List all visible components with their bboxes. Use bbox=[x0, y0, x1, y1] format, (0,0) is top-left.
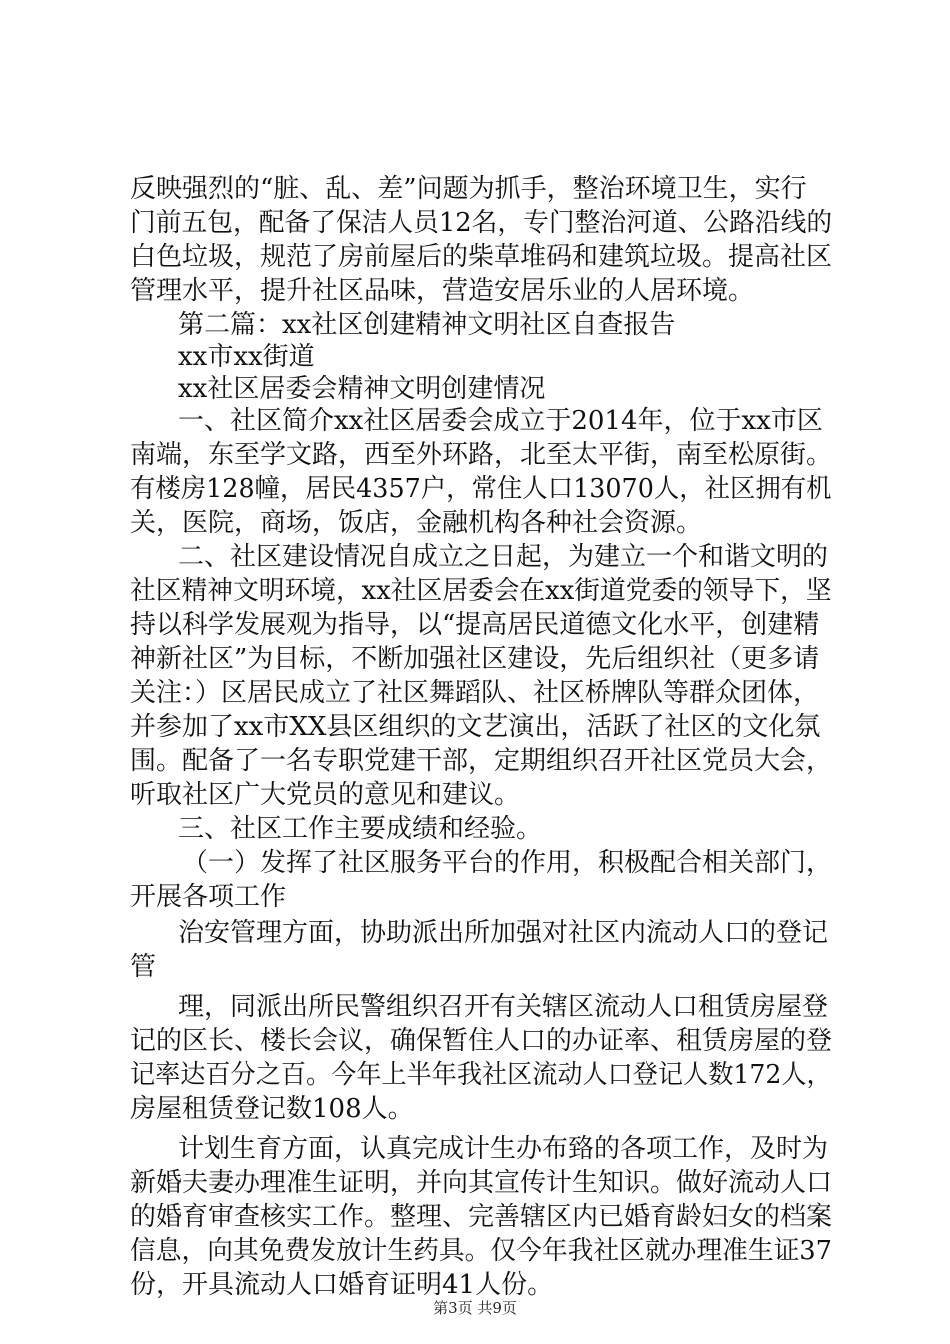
body-text-line: 治安管理方面，协助派出所加强对社区内流动人口的登记 bbox=[178, 918, 829, 948]
body-text-line: 管 bbox=[130, 952, 157, 982]
body-text-line: 门前五包，配备了保洁人员12名，专门整治河道、公路沿线的 bbox=[130, 208, 833, 238]
page-number-footer: 第3页 共9页 bbox=[433, 1299, 517, 1317]
body-text-line: 理，同派出所民警组织召开有关辖区流动人口租赁房屋登 bbox=[178, 992, 829, 1022]
body-text-line: 二、社区建设情况自成立之日起，为建立一个和谐文明的 bbox=[178, 542, 829, 572]
body-text-line: 的婚育审查核实工作。整理、完善辖区内已婚育龄妇女的档案 bbox=[130, 1202, 833, 1232]
subsection-heading: 开展各项工作 bbox=[130, 882, 287, 912]
body-text-line: 持以科学发展观为指导，以“提高居民道德文化水平，创建精 bbox=[130, 610, 820, 640]
body-text-line: 神新社区”为目标，不断加强社区建设，先后组织社（更多请 bbox=[130, 644, 820, 674]
section-heading: 三、社区工作主要成绩和经验。 bbox=[178, 814, 543, 844]
body-text-line: 管理水平，提升社区品味，营造安居乐业的人居环境。 bbox=[130, 276, 755, 306]
body-text-line: 有楼房128幢，居民4357户，常住人口13070人，社区拥有机 bbox=[130, 474, 832, 504]
body-text-line: 反映强烈的“脏、乱、差”问题为抓手，整治环境卫生，实行 bbox=[130, 174, 807, 204]
body-text-line: 听取社区广大党员的意见和建议。 bbox=[130, 780, 521, 810]
body-text-line: 社区精神文明环境，xx社区居委会在xx街道党委的领导下，坚 bbox=[130, 576, 832, 606]
subheading-line: xx市xx街道 bbox=[178, 342, 315, 372]
body-text-line: 计划生育方面，认真完成计生办布臵的各项工作，及时为 bbox=[178, 1134, 829, 1164]
body-text-line: 并参加了xx市XX县区组织的文艺演出，活跃了社区的文化氛 bbox=[130, 712, 821, 742]
subheading-line: xx社区居委会精神文明创建情况 bbox=[178, 374, 546, 404]
body-text-line: 围。配备了一名专职党建干部，定期组织召开社区党员大会， bbox=[130, 746, 833, 776]
body-text-line: 新婚夫妻办理准生证明，并向其宣传计生知识。做好流动人口 bbox=[130, 1168, 833, 1198]
body-text-line: 记率达百分之百。今年上半年我社区流动人口登记人数172人， bbox=[130, 1060, 832, 1090]
body-text-line: 房屋租赁登记数108人。 bbox=[130, 1094, 414, 1124]
body-text-line: 信息，向其免费发放计生药具。仅今年我社区就办理准生证37 bbox=[130, 1236, 833, 1266]
body-text-line: 记的区长、楼长会议，确保暂住人口的办证率、租赁房屋的登 bbox=[130, 1026, 833, 1056]
body-text-line: 白色垃圾，规范了房前屋后的柴草堆码和建筑垃圾。提高社区 bbox=[130, 242, 833, 272]
body-text-line: 一、社区简介xx社区居委会成立于2014年，位于xx市区 bbox=[178, 406, 823, 436]
body-text-line: 关注：）区居民成立了社区舞蹈队、社区桥牌队等群众团体， bbox=[130, 678, 820, 708]
body-text-line: 关，医院，商场，饭店，金融机构各种社会资源。 bbox=[130, 508, 703, 538]
body-text-line: 份，开具流动人口婚育证明41人份。 bbox=[130, 1270, 554, 1300]
section-heading: 第二篇：xx社区创建精神文明社区自查报告 bbox=[178, 310, 676, 340]
subsection-heading: （一）发挥了社区服务平台的作用，积极配合相关部门， bbox=[182, 848, 833, 878]
body-text-line: 南端，东至学文路，西至外环路，北至太平街，南至松原街。 bbox=[130, 440, 833, 470]
